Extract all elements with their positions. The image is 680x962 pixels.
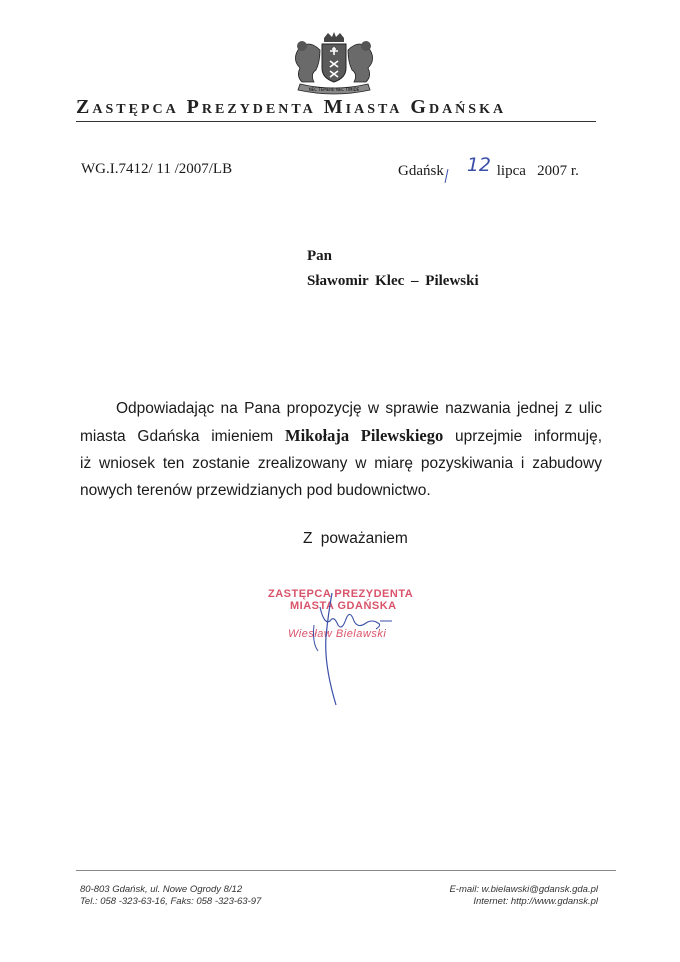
closing: Z poważaniem [303,530,408,547]
organization-title: Zastępca Prezydenta Miasta Gdańska [76,96,507,118]
gdansk-coat-of-arms-icon [286,30,382,96]
stamp-signatory-name: Wiesław Bielawski [288,628,387,640]
date-month-year: lipca 2007 r. [496,163,579,179]
crest-motto: NEC TEMERE NEC TIMIDE [308,87,360,92]
footer-phones: Tel.: 058 -323-63-16, Faks: 058 -323-63-97 [80,896,262,907]
handwritten-signature [288,585,428,710]
body-line: iż wniosek ten zostanie zrealizowany w miarę pozyskiwania i zabudowy [80,455,602,472]
stamp-city: MIASTA GDAŃSKA [290,600,397,612]
stamp-title: ZASTĘPCA PREZYDENTA [268,588,414,600]
footer-contact-right [400,884,598,908]
header-divider [76,121,596,122]
date-day: 12 [466,154,492,176]
salutation: Pan [307,248,333,264]
letter-date [398,154,579,180]
body-text: miasta Gdańska imieniem [80,428,274,445]
body-line: Odpowiadając na Pana propozycję w sprawie nazwania jednej z ulic [116,400,602,417]
reference-number: WG.I.7412/ 11 /2007/LB [81,161,233,177]
footer-address: 80-803 Gdańsk, ul. Nowe Ogrody 8/12 [80,884,243,895]
body-line [80,422,602,450]
letter-body [80,395,602,504]
honoree-name: Mikołaja Pilewskiego [285,426,444,445]
recipient-name: Sławomir Klec – Pilewski [307,273,479,289]
date-pen-mark [444,169,448,183]
footer-website: Internet: http://www.gdansk.pl [473,896,598,907]
footer-contact-left [80,884,261,908]
date-city: Gdańsk [398,163,444,179]
body-text: uprzejmie informuję, [455,428,603,445]
footer-email: E-mail: w.bielawski@gdansk.gda.pl [449,884,598,895]
footer-divider [76,870,616,871]
body-line: nowych terenów przewidzianych pod budownictwo. [80,482,431,499]
